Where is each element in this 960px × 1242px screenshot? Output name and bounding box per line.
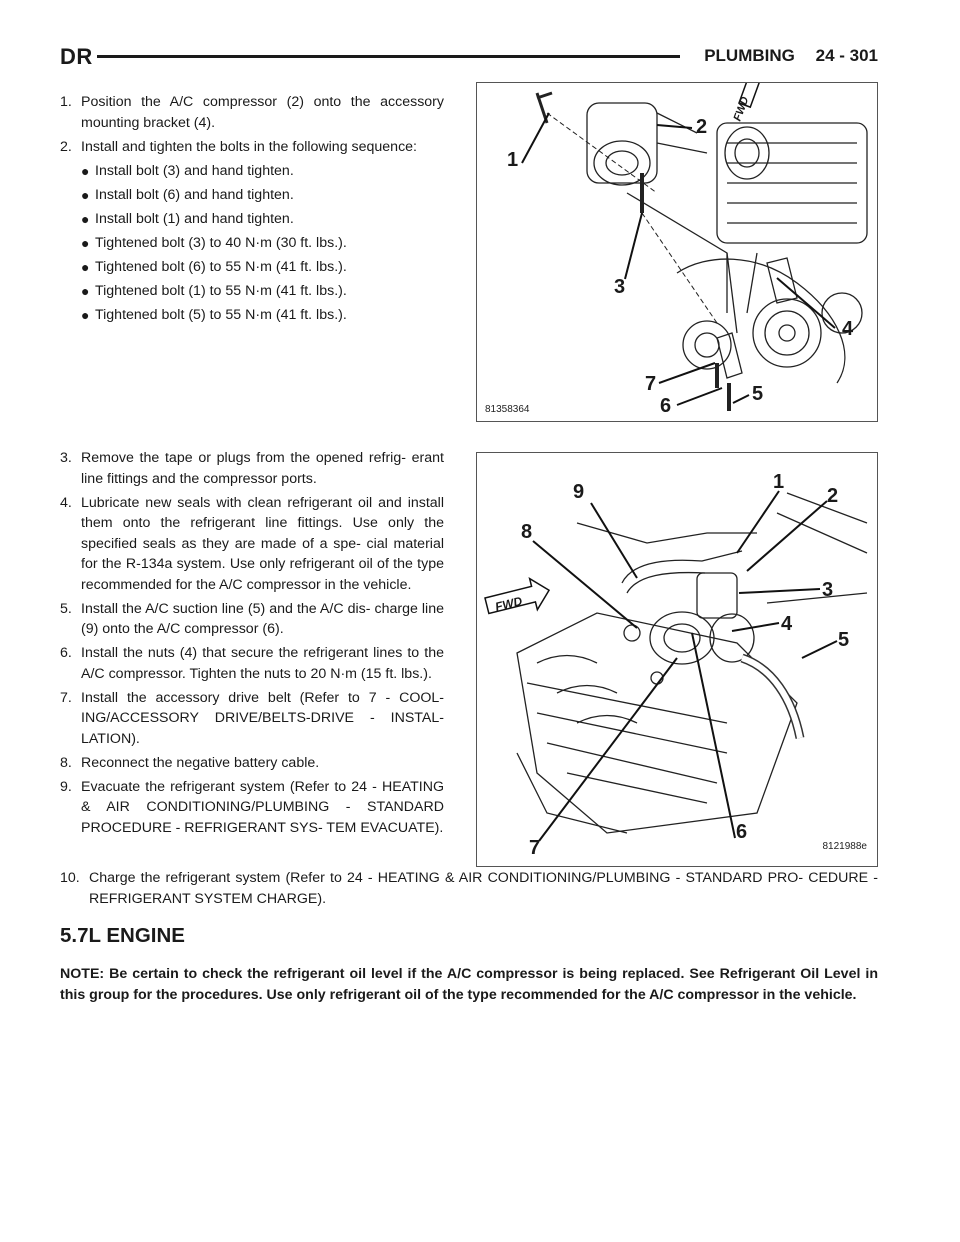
note-paragraph: NOTE: Be certain to check the refrigerant oil level if the A/C compressor is being replaced. See Refrigerant Oil Level in this group for the procedures. Use only refrigerant oil of the type recommended for the A/C compressor in the vehicle. bbox=[60, 966, 878, 1003]
bullet-icon: ● bbox=[81, 234, 90, 251]
callout-1: 1 bbox=[773, 471, 785, 493]
step-number: 7. bbox=[60, 689, 72, 706]
list-item: ● Install bolt (1) and hand tighten. bbox=[81, 209, 444, 230]
step-1 bbox=[60, 92, 444, 133]
step-text: Install the accessory drive belt (Refer to 7 - COOL- ING/ACCESSORY DRIVE/BELTS-DRIVE - INSTAL- LATION). bbox=[81, 689, 444, 747]
bullet-icon: ● bbox=[81, 210, 90, 227]
callout-5: 5 bbox=[752, 383, 764, 405]
step-9 bbox=[60, 777, 444, 839]
bullet-icon: ● bbox=[81, 186, 90, 203]
figure-refrigerant-lines bbox=[476, 452, 878, 867]
bullet-icon: ● bbox=[81, 162, 90, 179]
step-text: Remove the tape or plugs from the opened refrig- erant line fittings and the compressor ports. bbox=[81, 450, 444, 487]
step-text: Install and tighten the bolts in the following sequence: bbox=[81, 138, 417, 155]
step-7 bbox=[60, 688, 444, 750]
figure-code: 8121988e bbox=[822, 841, 867, 852]
step-10 bbox=[60, 868, 878, 909]
bullet-icon: ● bbox=[81, 282, 90, 299]
callout-1: 1 bbox=[507, 149, 519, 171]
callout-4: 4 bbox=[842, 318, 854, 340]
step-3 bbox=[60, 448, 444, 489]
header-right bbox=[704, 46, 878, 66]
step-number: 8. bbox=[60, 754, 72, 771]
step-text: Install the nuts (4) that secure the refrigerant lines to the A/C compressor. Tighten the nuts to 20 N·m (15 ft. lbs.). bbox=[81, 645, 444, 682]
steps-column-bottom bbox=[60, 448, 444, 842]
step-number: 5. bbox=[60, 600, 72, 617]
list-item: ● Install bolt (3) and hand tighten. bbox=[81, 161, 444, 182]
bolt-sequence-list bbox=[81, 161, 444, 326]
callout-8: 8 bbox=[521, 521, 533, 543]
list-item: ● Tightened bolt (1) to 55 N·m (41 ft. lbs.). bbox=[81, 281, 444, 302]
step-number: 9. bbox=[60, 778, 72, 795]
steps-column-top bbox=[60, 92, 444, 329]
step-6 bbox=[60, 643, 444, 684]
step-text: Position the A/C compressor (2) onto the accessory mounting bracket (4). bbox=[81, 94, 444, 131]
step-number: 6. bbox=[60, 645, 72, 661]
callout-9: 9 bbox=[573, 481, 585, 503]
list-item: ● Tightened bolt (6) to 55 N·m (41 ft. lbs.). bbox=[81, 257, 444, 278]
list-item: ● Install bolt (6) and hand tighten. bbox=[81, 185, 444, 206]
callout-6: 6 bbox=[660, 395, 672, 417]
step-text: Charge the refrigerant system (Refer to 24 - HEATING & AIR CONDITIONING/PLUMBING - STANDARD PRO- CEDURE - REFRIGERANT SYSTEM CHARGE). bbox=[89, 870, 878, 907]
engine-illustration-2 bbox=[477, 453, 877, 866]
figure-compressor-mounting bbox=[476, 82, 878, 422]
figure-code: 81358364 bbox=[485, 404, 530, 415]
section-heading: 5.7L ENGINE bbox=[60, 924, 185, 947]
bullet-icon: ● bbox=[81, 258, 90, 275]
step-number: 2. bbox=[60, 138, 72, 155]
step-number: 1. bbox=[60, 94, 72, 110]
callout-7: 7 bbox=[529, 837, 541, 859]
step-number: 10. bbox=[60, 870, 80, 886]
engine-illustration-1 bbox=[477, 83, 877, 421]
step-number: 4. bbox=[60, 494, 72, 511]
callout-2: 2 bbox=[827, 485, 839, 507]
step-5 bbox=[60, 599, 444, 640]
step-text: Evacuate the refrigerant system (Refer to 24 - HEATING & AIR CONDITIONING/PLUMBING - STANDARD PROCEDURE - REFRIGERANT SYS- TEM EVACUATE). bbox=[81, 778, 444, 836]
section-title: PLUMBING bbox=[704, 46, 795, 65]
step-number: 3. bbox=[60, 450, 72, 466]
bullet-icon: ● bbox=[81, 306, 90, 323]
callout-7: 7 bbox=[645, 373, 657, 395]
callout-3: 3 bbox=[614, 276, 626, 298]
fwd-label: FWD bbox=[731, 95, 752, 123]
step-text: Reconnect the negative battery cable. bbox=[81, 754, 320, 771]
step-text: Lubricate new seals with clean refrigerant oil and install them onto the refrigerant line fittings. Use only the specified seals as they are made of a spe- cial material for the R-134a system. Use only refrigerant oil of the type recommended for the A/C compressor in the vehicle. bbox=[81, 494, 444, 593]
list-item: ● Tightened bolt (5) to 55 N·m (41 ft. lbs.). bbox=[81, 305, 444, 326]
callout-2: 2 bbox=[696, 116, 708, 138]
callout-4: 4 bbox=[781, 613, 793, 635]
step-8 bbox=[60, 753, 444, 774]
callout-6: 6 bbox=[736, 821, 748, 843]
header-rule bbox=[97, 55, 680, 58]
callout-5: 5 bbox=[838, 629, 850, 651]
page-header bbox=[60, 44, 878, 74]
manual-code: DR bbox=[60, 44, 93, 69]
step-2 bbox=[60, 137, 444, 158]
page-number: 24 - 301 bbox=[815, 46, 878, 65]
fwd-label: FWD bbox=[493, 593, 524, 615]
step-4 bbox=[60, 493, 444, 596]
callout-3: 3 bbox=[822, 579, 834, 601]
step-text: Install the A/C suction line (5) and the A/C dis- charge line (9) onto the A/C compressor (6). bbox=[81, 600, 444, 637]
list-item: ● Tightened bolt (3) to 40 N·m (30 ft. lbs.). bbox=[81, 233, 444, 254]
